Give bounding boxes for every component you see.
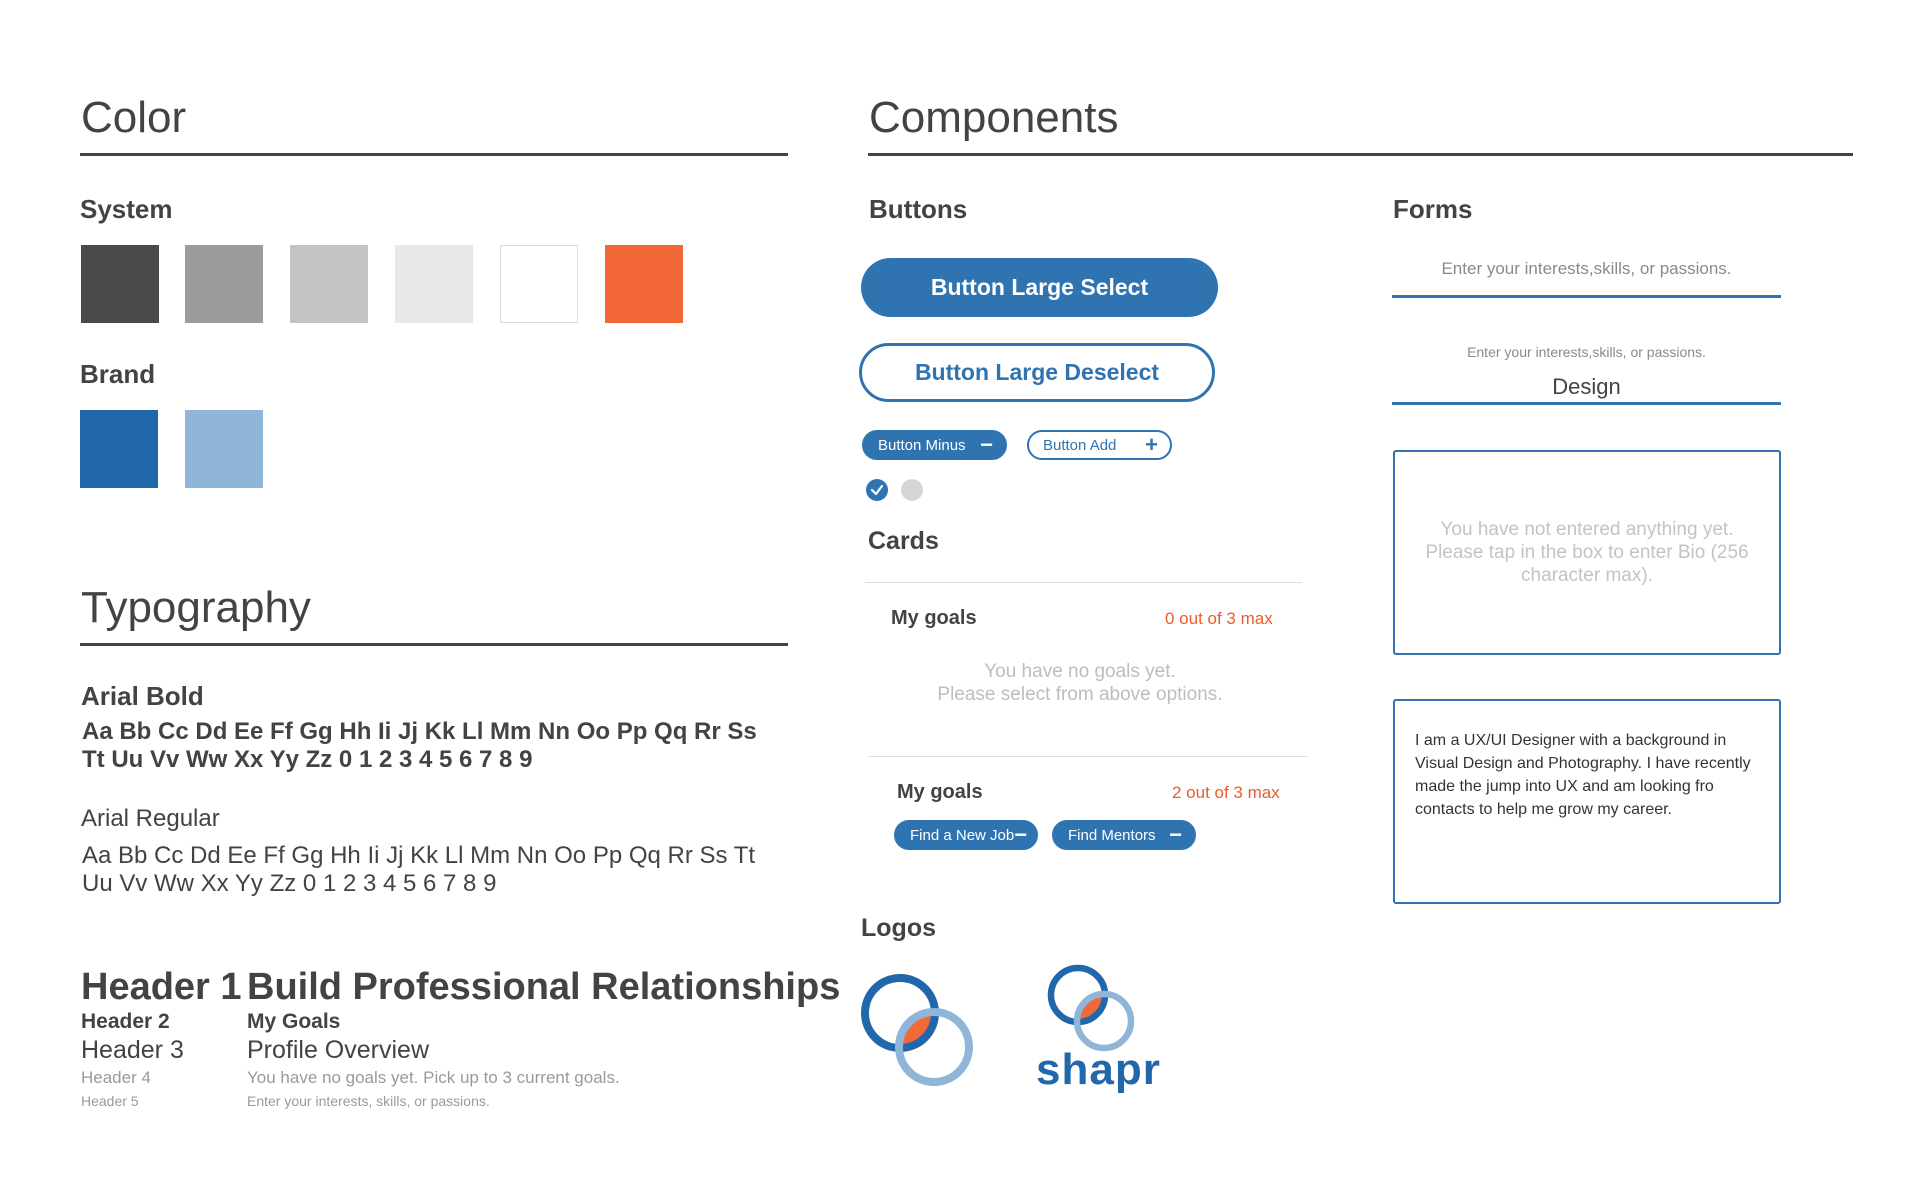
header-5-sample: Enter your interests, skills, or passions. <box>247 1093 490 1109</box>
button-large-deselect[interactable]: Button Large Deselect <box>859 343 1215 402</box>
goal-chip-label: Find Mentors <box>1068 826 1156 844</box>
minus-icon[interactable]: − <box>1014 822 1028 847</box>
minus-icon: − <box>980 432 993 457</box>
buttons-label: Buttons <box>869 194 968 224</box>
checkmark-icon <box>866 479 888 501</box>
arial-bold-title: Arial Bold <box>81 681 204 711</box>
brand-colors-label: Brand <box>80 359 156 389</box>
arial-bold-sample-line: Aa Bb Cc Dd Ee Ff Gg Hh Ii Jj Kk Ll Mm Nn Oo Pp Qq Rr Ss <box>82 718 757 745</box>
card-goals-title: My goals <box>897 781 983 803</box>
cards-label: Cards <box>868 527 939 555</box>
typography-divider <box>80 643 788 646</box>
shapr-logo-mark <box>855 968 985 1093</box>
button-minus-label: Button Minus <box>878 436 966 454</box>
card-empty-message-line: Please select from above options. <box>937 684 1223 705</box>
plus-icon: + <box>1145 432 1158 457</box>
header-5-label: Header 5 <box>81 1093 139 1109</box>
header-4-label: Header 4 <box>81 1068 151 1087</box>
arial-regular-sample-line: Uu Vv Ww Xx Yy Zz 0 1 2 3 4 5 6 7 8 9 <box>82 870 497 897</box>
header-4-sample: You have no goals yet. Pick up to 3 current goals. <box>247 1068 620 1087</box>
card-goals-count: 2 out of 3 max <box>1172 783 1280 802</box>
color-divider <box>80 153 788 156</box>
logos-label: Logos <box>861 914 936 942</box>
components-divider <box>868 153 1853 156</box>
header-3-sample: Profile Overview <box>247 1036 429 1064</box>
card-divider <box>868 756 1308 757</box>
system-swatch-white <box>500 245 578 323</box>
arial-regular-title: Arial Regular <box>81 805 220 832</box>
system-swatch-dark-gray <box>81 245 159 323</box>
bio-textarea-filled[interactable] <box>1393 699 1781 904</box>
system-colors-label: System <box>80 194 173 224</box>
button-add[interactable] <box>1027 430 1172 460</box>
system-swatch-orange <box>605 245 683 323</box>
interests-input-label: Enter your interests,skills, or passions. <box>1467 344 1706 360</box>
system-swatch-row <box>80 244 700 324</box>
system-swatch-medium-gray <box>185 245 263 323</box>
brand-swatch-blue <box>80 410 158 488</box>
bio-textarea-empty[interactable] <box>1393 450 1781 655</box>
header-3-label: Header 3 <box>81 1036 184 1064</box>
header-2-sample: My Goals <box>247 1010 341 1033</box>
header-1-sample: Build Professional Relationships <box>247 966 841 1008</box>
button-add-label: Button Add <box>1043 436 1117 454</box>
goal-chip-label: Find a New Job <box>910 826 1015 844</box>
button-large-select[interactable]: Button Large Select <box>861 258 1218 317</box>
forms-label: Forms <box>1393 194 1473 224</box>
shapr-logo-mark <box>1040 961 1155 1056</box>
system-swatch-pale-gray <box>395 245 473 323</box>
goal-chip[interactable] <box>894 820 1038 850</box>
interests-input-empty[interactable] <box>1392 250 1781 300</box>
brand-swatch-row <box>80 409 280 489</box>
input-underline <box>1392 295 1781 298</box>
interests-input-filled[interactable] <box>1392 340 1781 406</box>
card-empty-count: 0 out of 3 max <box>1165 609 1273 628</box>
card-empty-title: My goals <box>891 607 977 629</box>
input-underline <box>1392 402 1781 405</box>
card-empty-message-line: You have no goals yet. <box>984 661 1176 682</box>
interests-input-value: Design <box>1552 374 1621 399</box>
goal-chip[interactable] <box>1052 820 1196 850</box>
brand-swatch-light-blue <box>185 410 263 488</box>
color-section-title: Color <box>81 93 187 142</box>
button-minus[interactable] <box>862 430 1007 460</box>
header-1-label: Header 1 <box>81 966 242 1008</box>
arial-regular-sample-line: Aa Bb Cc Dd Ee Ff Gg Hh Ii Jj Kk Ll Mm Nn Oo Pp Qq Rr Ss Tt <box>82 842 756 869</box>
shapr-wordmark: shapr <box>1036 1045 1161 1094</box>
bio-textarea-value: I am a UX/UI Designer with a background in Visual Design and Photography. I have recently made the jump into UX and am looking fro contacts to help me grow my career. <box>1415 732 1751 818</box>
card-divider <box>865 582 1302 583</box>
arial-bold-sample-line: Tt Uu Vv Ww Xx Yy Zz 0 1 2 3 4 5 6 7 8 9 <box>82 746 533 773</box>
system-swatch-light-gray <box>290 245 368 323</box>
bio-textarea-placeholder: You have not entered anything yet. Please tap in the box to enter Bio (256 character max). <box>1425 519 1749 586</box>
typography-section-title: Typography <box>81 583 311 632</box>
interests-input-placeholder: Enter your interests,skills, or passions. <box>1441 259 1732 278</box>
checkbox-unchecked[interactable] <box>901 479 923 501</box>
header-2-label: Header 2 <box>81 1010 170 1033</box>
checkbox-checked[interactable] <box>866 479 888 501</box>
card-empty-message <box>880 660 1280 706</box>
components-section-title: Components <box>869 93 1119 142</box>
minus-icon[interactable]: − <box>1169 822 1182 847</box>
